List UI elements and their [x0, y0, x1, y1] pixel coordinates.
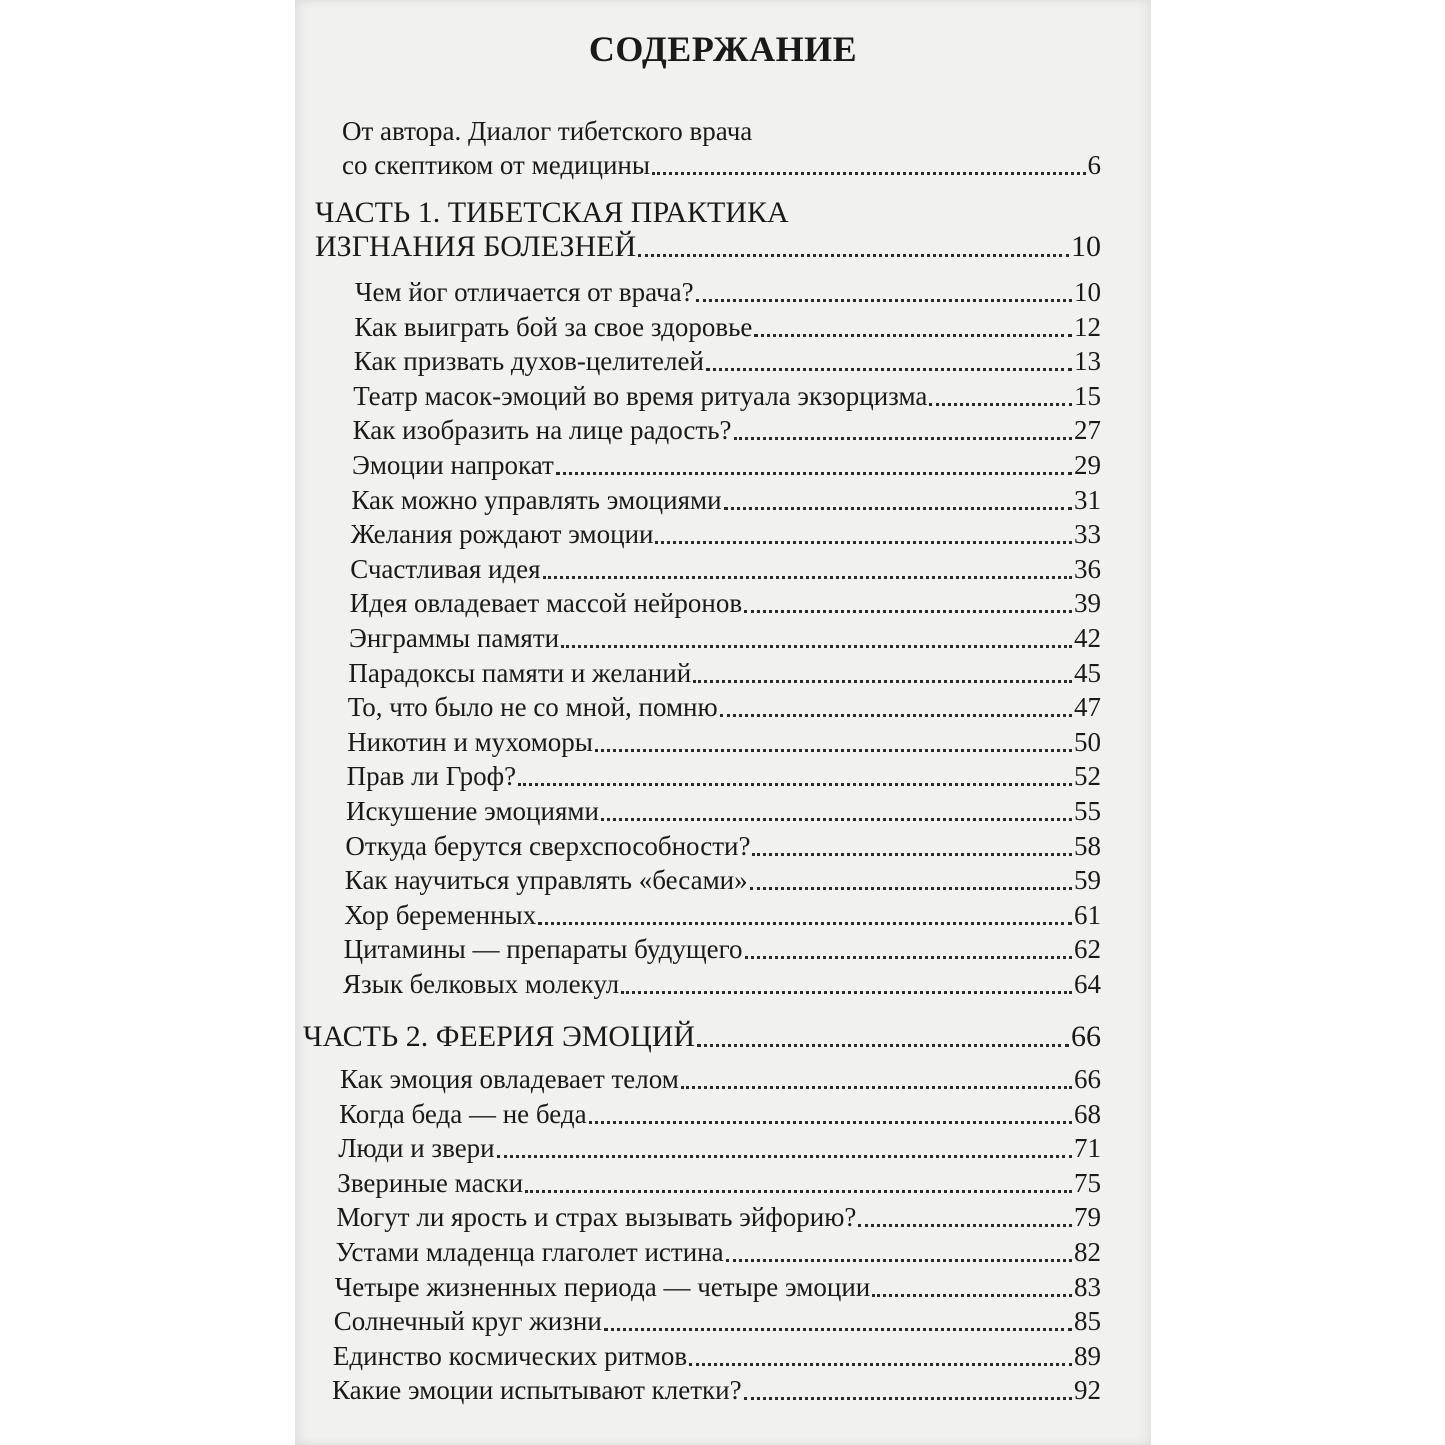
toc-entry-title: Когда беда — не беда [339, 1098, 587, 1129]
toc-page-number: 10 [1071, 230, 1101, 263]
toc-entry[interactable] [333, 1339, 1101, 1373]
toc-entry[interactable] [355, 275, 1101, 309]
leader-dots [750, 887, 1072, 890]
toc-entry-title: Люди и звери [338, 1133, 495, 1164]
toc-entry[interactable] [339, 1097, 1101, 1131]
toc-entry[interactable] [334, 1304, 1101, 1338]
leader-dots [720, 714, 1072, 717]
toc-entry[interactable] [354, 344, 1101, 378]
toc-page-number: 29 [1074, 450, 1101, 480]
toc-entry-title: То, что было не со мной, помню [347, 692, 718, 723]
toc-page-number: 31 [1074, 484, 1101, 515]
leader-dots [595, 749, 1072, 752]
toc-entry-title: Энграммы памяти [349, 623, 560, 653]
toc-entry-title: Как изобразить на лице радость? [352, 415, 732, 446]
leader-dots [693, 680, 1072, 683]
toc-entry-title: Какие эмоции испытывают клетки? [332, 1375, 742, 1406]
toc-page-number: 42 [1074, 623, 1101, 653]
leader-dots [681, 1086, 1072, 1089]
leader-dots [744, 1397, 1072, 1400]
leader-dots [724, 507, 1072, 510]
toc-page-number: 92 [1074, 1375, 1101, 1406]
toc-entry-title: Как выиграть бой за свое здоровье [354, 311, 753, 342]
toc-entry[interactable] [336, 1235, 1101, 1269]
leader-dots [929, 403, 1072, 406]
toc-entry-title: Звериные маски [337, 1167, 524, 1198]
leader-dots [601, 818, 1072, 821]
toc-entry[interactable] [346, 794, 1101, 828]
toc-entry-title: Как призвать духов-целителей [353, 346, 704, 377]
toc-entry[interactable] [335, 1270, 1101, 1304]
toc-entry-title: Счастливая идея [350, 553, 541, 584]
toc-entry[interactable] [345, 829, 1101, 863]
leader-dots [561, 645, 1072, 648]
toc-page-number: 85 [1074, 1306, 1101, 1337]
leader-dots [726, 1259, 1072, 1262]
toc-entry-title: Парадоксы памяти и желаний [348, 657, 692, 688]
toc-entry-title: Как эмоция овладевает телом [340, 1064, 679, 1094]
book-page [295, 0, 1151, 1445]
toc-entry-title: Как научиться управлять «бесами» [344, 865, 748, 896]
toc-page-number: 66 [1071, 1020, 1101, 1053]
toc-part1-line1: ЧАСТЬ 1. ТИБЕТСКАЯ ПРАКТИКА [315, 196, 789, 229]
toc-entry[interactable] [352, 448, 1101, 482]
leader-dots [589, 1121, 1072, 1124]
toc-intro-line2: со скептиком от медицины [342, 150, 650, 180]
toc-part1[interactable] [315, 230, 1101, 264]
toc-entry[interactable] [337, 1166, 1101, 1200]
toc-page-number: 52 [1074, 761, 1101, 792]
leader-dots [872, 1294, 1072, 1297]
leader-dots [556, 472, 1072, 475]
toc-page-number: 75 [1074, 1167, 1101, 1198]
toc-entry[interactable] [348, 656, 1101, 690]
leader-dots [754, 334, 1072, 337]
page-title: СОДЕРЖАНИЕ [588, 29, 858, 69]
toc-page-number: 36 [1074, 553, 1101, 584]
leader-dots [621, 991, 1072, 994]
toc-entry-title: Солнечный круг жизни [333, 1306, 602, 1337]
toc-page-number: 71 [1074, 1133, 1101, 1164]
toc-entry-title: Чем йог отличается от врача? [355, 277, 694, 307]
leader-dots [697, 1044, 1069, 1047]
toc-entry-title: Язык белковых молекул [343, 969, 620, 999]
toc-page-number: 45 [1074, 657, 1101, 688]
toc-page-number: 59 [1074, 865, 1101, 896]
leader-dots [497, 1155, 1072, 1158]
toc-entry[interactable] [353, 413, 1101, 447]
toc-entry[interactable] [353, 379, 1101, 413]
toc-intro-line1: От автора. Диалог тибетского врача [342, 116, 753, 146]
toc-part2-title: ЧАСТЬ 2. ФЕЕРИЯ ЭМОЦИЙ [303, 1020, 696, 1053]
leader-dots [538, 922, 1072, 925]
toc-entry[interactable] [351, 483, 1101, 517]
toc-page-number: 58 [1074, 830, 1101, 861]
toc-part2[interactable] [303, 1020, 1101, 1054]
toc-page-number: 27 [1074, 415, 1101, 446]
leader-dots [858, 1224, 1072, 1227]
leader-dots [525, 1190, 1072, 1193]
toc-page-number: 15 [1074, 380, 1101, 411]
toc-page-number: 13 [1074, 346, 1101, 377]
toc-entry[interactable] [347, 759, 1101, 793]
toc-entry-title: Цитамины — препараты будущего [343, 934, 743, 965]
toc-entry-title: Никотин и мухоморы [347, 726, 593, 757]
toc-entry[interactable] [332, 1373, 1101, 1407]
leader-dots [638, 254, 1069, 257]
leader-dots [706, 368, 1072, 371]
toc-page-number: 55 [1074, 796, 1101, 826]
toc-page-number: 79 [1074, 1202, 1101, 1233]
toc-page-number: 6 [1087, 150, 1101, 180]
toc-page-number: 12 [1074, 311, 1101, 342]
leader-dots [696, 299, 1072, 302]
toc-entry-title: Хор беременных [344, 899, 537, 930]
toc-page-number: 61 [1074, 899, 1101, 930]
toc-part1-line2: ИЗГНАНИЯ БОЛЕЗНЕЙ [315, 230, 637, 263]
toc-entry-title: Единство космических ритмов [332, 1340, 688, 1371]
leader-dots [518, 783, 1072, 786]
toc-entry[interactable] [338, 1131, 1101, 1165]
leader-dots [689, 1363, 1072, 1366]
toc-entry-title: Четыре жизненных периода — четыре эмоции [334, 1271, 871, 1302]
leader-dots [652, 172, 1086, 175]
toc-page-number: 50 [1074, 726, 1101, 757]
toc-entry[interactable] [354, 310, 1101, 344]
leader-dots [655, 541, 1072, 544]
toc-entry-title: Как можно управлять эмоциями [351, 484, 722, 515]
toc-entry[interactable] [349, 621, 1101, 655]
toc-entry[interactable] [348, 690, 1101, 724]
leader-dots [734, 437, 1072, 440]
toc-page-number: 68 [1074, 1098, 1101, 1129]
toc-entry[interactable] [344, 932, 1101, 966]
toc-entry[interactable] [350, 552, 1101, 586]
leader-dots [752, 853, 1072, 856]
toc-entry[interactable] [344, 898, 1101, 932]
leader-dots [744, 610, 1072, 613]
toc-page-number: 62 [1074, 934, 1101, 965]
toc-page-number: 39 [1074, 588, 1101, 619]
toc-entry[interactable] [347, 725, 1101, 759]
leader-dots [543, 576, 1072, 579]
toc-entry-title: Желания рождают эмоции [350, 519, 654, 550]
toc-list [295, 0, 1151, 1445]
toc-entry[interactable] [336, 1200, 1101, 1234]
toc-entry[interactable] [343, 967, 1101, 1001]
toc-entry-title: Откуда берутся сверхспособности? [345, 830, 751, 861]
toc-entry[interactable] [350, 586, 1101, 620]
toc-page-number: 33 [1074, 519, 1101, 550]
toc-entry-title: Идея овладевает массой нейронов [349, 588, 743, 619]
leader-dots [745, 956, 1072, 959]
toc-entry[interactable] [345, 863, 1101, 897]
toc-entry-title: Искушение эмоциями [346, 796, 599, 826]
toc-entry-title: Могут ли ярость и страх вызывать эйфорию? [336, 1202, 857, 1233]
toc-entry-title: Театр масок-эмоций во время ритуала экзорцизма [353, 380, 928, 411]
toc-entry-title: Эмоции напрокат [352, 450, 554, 480]
toc-entry-title: Устами младенца глаголет истина [335, 1237, 724, 1267]
toc-page-number: 82 [1074, 1237, 1101, 1267]
toc-page-number: 64 [1074, 969, 1101, 999]
toc-page-number: 66 [1074, 1064, 1101, 1094]
toc-page-number: 89 [1074, 1340, 1101, 1371]
toc-intro[interactable] [342, 148, 1101, 182]
toc-entry[interactable] [351, 517, 1101, 551]
toc-entry[interactable] [340, 1062, 1101, 1096]
leader-dots [604, 1328, 1072, 1331]
toc-page-number: 83 [1074, 1271, 1101, 1302]
toc-entry-title: Прав ли Гроф? [346, 761, 517, 792]
toc-page-number: 47 [1074, 692, 1101, 723]
toc-page-number: 10 [1074, 277, 1101, 307]
